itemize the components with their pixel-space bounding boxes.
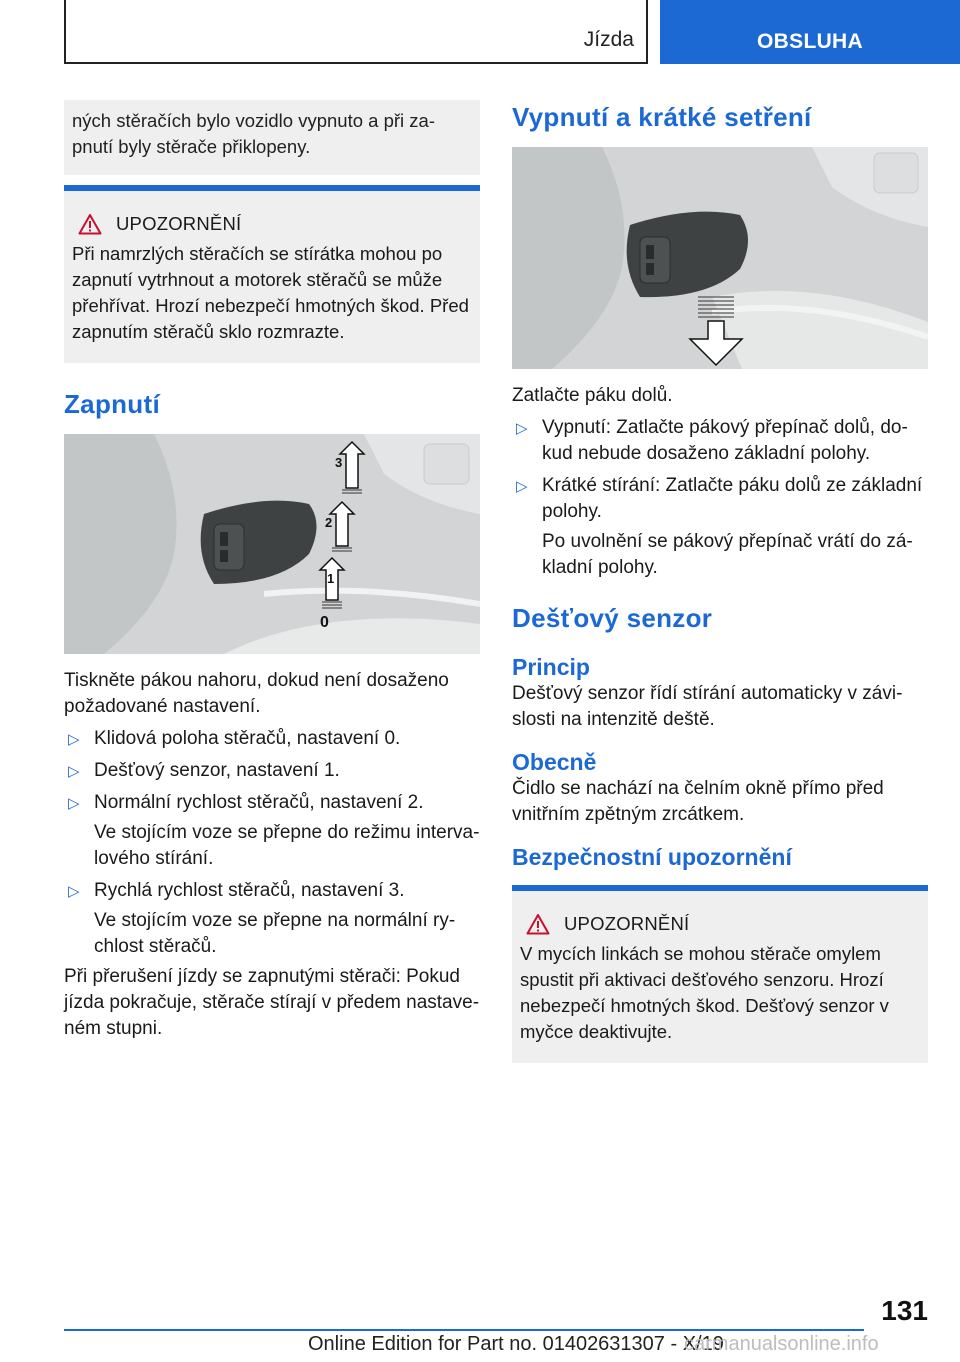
subheading-bezpecnostni: Bezpečnostní upozornění bbox=[512, 844, 792, 870]
bullet-triangle-icon: ▷ bbox=[68, 795, 80, 812]
subheading-obecne: Obecně bbox=[512, 749, 597, 775]
settings-list-cont bbox=[64, 878, 480, 904]
chapter-tab: OBSLUHA bbox=[660, 0, 960, 64]
warning-triangle-icon bbox=[526, 913, 550, 935]
instruction-text: Tiskněte pákou nahoru, dokud není dosaženo požadované nastavení. bbox=[64, 670, 449, 717]
figure-lever-down bbox=[512, 147, 928, 369]
continuation-text: ných stěračích bylo vozidlo vypnuto a při za- pnutí byly stěrače přiklopeny. bbox=[72, 110, 435, 157]
warning-triangle-icon bbox=[78, 213, 102, 235]
off-list bbox=[512, 415, 928, 525]
watermark-text: carmanualsonline.info bbox=[684, 1333, 879, 1355]
figure-label-3: 3 bbox=[335, 455, 343, 470]
figure-label-2: 2 bbox=[325, 515, 333, 530]
edition-text: Online Edition for Part no. 01402631307 - X/19 bbox=[308, 1333, 724, 1355]
subheading-princip: Princip bbox=[512, 654, 590, 680]
list-item: ▷ Vypnutí: Zatlačte pákový přepínač dolů, do-kud nebude dosaženo základní polohy. bbox=[516, 417, 908, 464]
list-subtext: Ve stojícím voze se přepne na normální ry-chlost stěračů. bbox=[94, 910, 456, 957]
header-frame bbox=[64, 0, 648, 64]
figure-lever-up bbox=[64, 434, 480, 654]
lever-up-illustration bbox=[64, 434, 480, 654]
warning-box-1 bbox=[64, 185, 480, 363]
bullet-triangle-icon: ▷ bbox=[68, 731, 80, 748]
section-heading-zapnuti: Zapnutí bbox=[64, 389, 160, 419]
list-item: ▷ Dešťový senzor, nastavení 1. bbox=[64, 758, 480, 784]
obecne-text: Čidlo se nachází na čelním okně přímo před vnitřním zpětným zrcátkem. bbox=[512, 778, 884, 825]
settings-list bbox=[64, 726, 480, 816]
princip-text: Dešťový senzor řídí stírání automaticky v závi-slosti na intenzitě deště. bbox=[512, 683, 903, 730]
warning-title: UPOZORNĚNÍ bbox=[116, 213, 242, 234]
section-title: Jízda bbox=[583, 28, 634, 51]
lever-down-illustration bbox=[512, 147, 928, 369]
warning-box-2 bbox=[512, 885, 928, 1063]
bullet-triangle-icon: ▷ bbox=[516, 478, 528, 495]
right-column bbox=[512, 100, 928, 1063]
warning-text: V mycích linkách se mohou stěrače omylem spustit při aktivaci dešťového senzoru. Hrozí nebezpečí hmotných škod. Dešťový senzor v myčce deaktivujte. bbox=[520, 943, 889, 1042]
list-subtext: Ve stojícím voze se přepne do režimu interva-lového stírání. bbox=[94, 822, 480, 869]
continuation-box bbox=[64, 100, 480, 175]
page-number: 131 bbox=[881, 1295, 928, 1326]
left-column bbox=[64, 100, 480, 1042]
figure-label-0: 0 bbox=[320, 614, 329, 631]
list-item: ▷ Normální rychlost stěračů, nastavení 2. bbox=[64, 790, 480, 816]
footer-divider bbox=[64, 1329, 864, 1331]
list-item: ▷ Klidová poloha stěračů, nastavení 0. bbox=[64, 726, 480, 752]
list-item: ▷ Rychlá rychlost stěračů, nastavení 3. bbox=[64, 878, 480, 904]
bullet-triangle-icon: ▷ bbox=[68, 883, 80, 900]
warning-title: UPOZORNĚNÍ bbox=[564, 913, 690, 934]
closing-text: Při přerušení jízdy se zapnutými stěrači: Pokud jízda pokračuje, stěrače stírají v předem nastave-ném stupni. bbox=[64, 966, 480, 1039]
list-subtext: Po uvolnění se pákový přepínač vrátí do zá-kladní polohy. bbox=[542, 531, 913, 578]
instruction-text: Zatlačte páku dolů. bbox=[512, 385, 673, 406]
section-heading-destovy-senzor: Dešťový senzor bbox=[512, 603, 713, 633]
section-heading-vypnuti: Vypnutí a krátké setření bbox=[512, 102, 812, 132]
warning-text: Při namrzlých stěračích se stírátka mohou po zapnutí vytrhnout a motorek stěračů se může přehřívat. Hrozí nebezpečí hmotných škod. Před zapnutím stěračů sklo rozmrazte. bbox=[72, 243, 469, 342]
figure-label-1: 1 bbox=[327, 571, 335, 586]
bullet-triangle-icon: ▷ bbox=[516, 420, 528, 437]
bullet-triangle-icon: ▷ bbox=[68, 763, 80, 780]
list-item: ▷ Krátké stírání: Zatlačte páku dolů ze základní polohy. bbox=[516, 475, 923, 522]
